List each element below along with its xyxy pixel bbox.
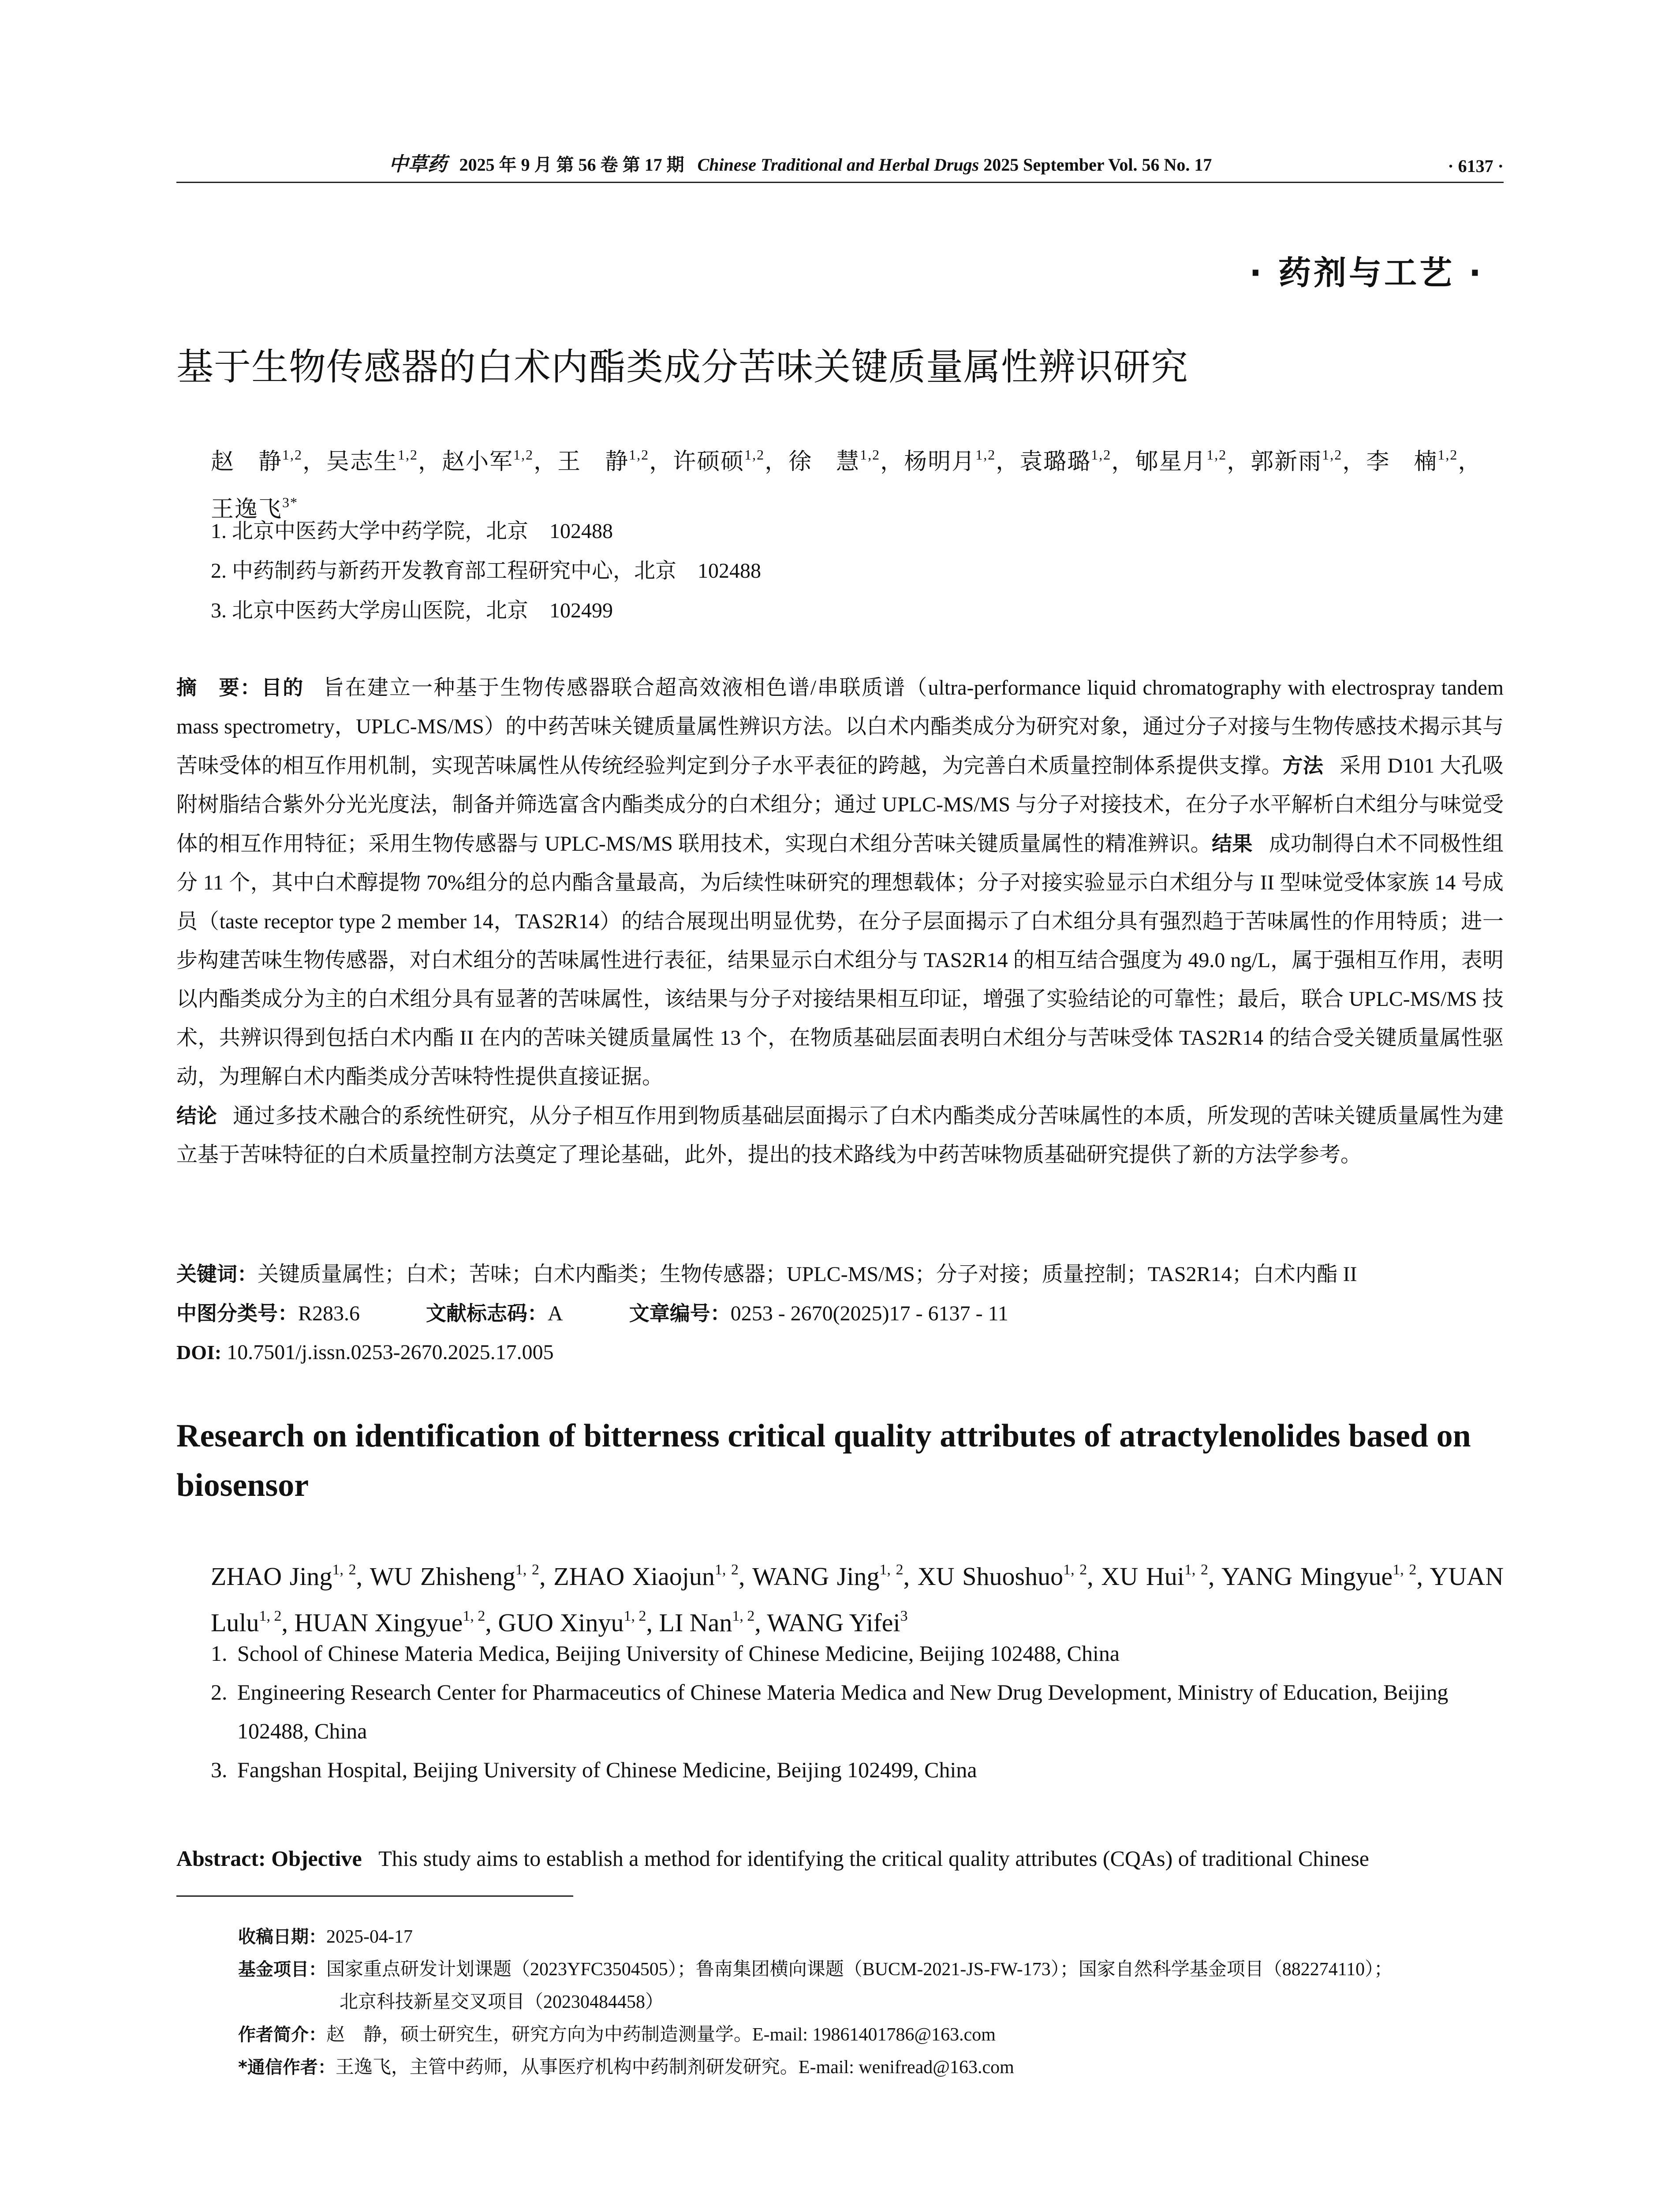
cn-author-affiliation-marker: 1,2: [629, 447, 650, 463]
doi: [176, 1333, 1504, 1372]
results-text: 成功制得白术不同极性组分 11 个，其中白术醇提物 70%组分的总内酯含量最高，为后续性味研究的理想载体；分子对接实验显示白术组分与 II 型味觉受体家族 14 号成员（taste receptor type 2 member 14，TAS2R14）的结合展现出明显优势，在分子层面揭示了白术组分具有强烈趋于苦味属性的作用特质；进一步构建苦味生物传感器，对白术组分的苦味属性进行表征，结果显示白术组分与 TAS2R14 的相互结合强度为 49.0 ng/L，属于强相互作用，表明以内酯类成分为主的白术组分具有显著的苦味属性，该结果与分子对接结果相互印证，增强了实验结论的可靠性；最后，联合 UPLC-MS/MS 技术，共辨识得到包括白术内酯 II 在内的苦味关键质量属性 13 个，在物质基础层面表明白术组分与苦味受体 TAS2R14 的结合受关键质量属性驱动，为理解白术内酯类成分苦味特性提供直接证据。: [176, 832, 1504, 1088]
methods-label: 方法: [1282, 754, 1324, 777]
en-author: [918, 1562, 1087, 1591]
received-value: 2025-04-17: [326, 1927, 413, 1947]
cn-author: [1251, 448, 1342, 475]
cn-author-name: 王 静: [557, 448, 629, 475]
affiliation-cn-2: 2. 中药制药与新药开发教育部工程研究中心，北京 102488: [211, 559, 762, 583]
cn-author-name: 郭新雨: [1251, 448, 1322, 475]
funding-label: 基金项目：: [238, 1959, 326, 1980]
authors-en: ZHAO Jing$^{1, 2}$, WU Zhisheng$^{1, 2}$, ZHAO Xiaojun$^{1, 2}$, WANG Jing$^{1, 2}$, XU Shuoshuo$^{1, 2}$, XU Hui$^{1, 2}$, YANG Mingyue$^{1, 2}$, YUAN Lulu$^{1, 2}$, HUAN Xingyue$^{1, 2}$, GUO Xinyu$^{1, 2}$, LI Nan$^{1, 2}$, WANG Yifei$^3$: [211, 1562, 1504, 1637]
received-label: 收稿日期：: [238, 1927, 326, 1947]
abstract-en: [176, 1839, 1504, 1878]
keywords: [176, 1255, 1504, 1294]
affiliation-cn-3: 3. 北京中医药大学房山医院，北京 102499: [211, 599, 613, 622]
affiliations-cn: [211, 512, 1504, 631]
funding-line-1: 国家重点研发计划课题（2023YFC3504505）；鲁南集团横向课题（BUCM-2021-JS-FW-173）；国家自然科学基金项目（882274110）；: [326, 1959, 1393, 1980]
affiliation-en-3-number: 3.: [211, 1757, 228, 1782]
en-author-name: XU Hui: [1101, 1562, 1184, 1591]
affiliation-en-2-number: 2.: [211, 1680, 228, 1704]
author-bio-text: 赵 静，硕士研究生，研究方向为中药制造测量学。E-mail: 19861401786@163.com: [326, 2025, 996, 2045]
cn-author: [442, 448, 534, 475]
cn-author: [788, 448, 880, 475]
cn-author-name: 袁璐璐: [1019, 448, 1091, 475]
en-author-affiliation-marker: 1, 2: [259, 1608, 282, 1624]
corresponding-author: [238, 2051, 1504, 2084]
cn-author-affiliation-marker: 1,2: [282, 447, 303, 463]
affiliation-en-3: [211, 1750, 1504, 1789]
affiliation-cn-1: 1. 北京中医药大学中药学院，北京 102488: [211, 519, 613, 543]
cn-author-affiliation-marker: 1,2: [1206, 447, 1227, 463]
footnote-divider: [176, 1895, 573, 1897]
abstract-en-text: This study aims to establish a method for identifying the critical quality attributes (CQAs) of traditional Chinese: [378, 1846, 1369, 1871]
cn-author-affiliation-marker: 1,2: [398, 447, 418, 463]
cn-author: [904, 448, 996, 475]
running-header-center: [176, 148, 1424, 176]
clc-value: R283.6: [298, 1302, 360, 1325]
en-author-name: WANG Yifei: [767, 1608, 900, 1637]
issue-en: 2025 September Vol. 56 No. 17: [983, 155, 1212, 175]
en-author-name: GUO Xinyu: [498, 1608, 624, 1637]
author-bio-label: 作者简介：: [238, 2025, 326, 2045]
doi-value: 10.7501/j.issn.0253-2670.2025.17.005: [227, 1341, 554, 1364]
en-author: [659, 1608, 755, 1637]
abstract-cn: [176, 668, 1504, 1174]
cn-author-name: 许硕硕: [673, 448, 745, 475]
cn-author-affiliation-marker: 1,2: [1437, 447, 1458, 463]
cn-author: [673, 448, 765, 475]
funding-continued: [238, 1986, 1504, 2018]
cn-author: [211, 448, 302, 475]
results-label: 结果: [1212, 832, 1253, 856]
corresponding-label: *通信作者：: [238, 2057, 336, 2078]
en-author: [553, 1562, 739, 1591]
received-date: [238, 1921, 1504, 1953]
en-author-name: WU Zhisheng: [370, 1562, 515, 1591]
en-author-name: ZHAO Jing: [211, 1562, 332, 1591]
cn-author-affiliation-marker: 1,2: [975, 447, 996, 463]
cn-author: [557, 448, 649, 475]
cn-author-affiliation-marker: 1,2: [744, 447, 765, 463]
cn-author-name: 杨明月: [904, 448, 976, 475]
abstract-en-label: Abstract: Objective: [176, 1846, 362, 1871]
keywords-text: 关键质量属性；白术；苦味；白术内酯类；生物传感器；UPLC-MS/MS；分子对接；质量控制；TAS2R14；白术内酯 II: [258, 1263, 1357, 1286]
objective-text: 旨在建立一种基于生物传感器联合超高效液相色谱/串联质谱（ultra-performance liquid chromatography with electrospray tandem mass spectrometry，UPLC-MS/MS）的中药苦味关键质量属性辨识方法。以白术内酯类成分为研究对象，通过分子对接与生物传感技术揭示其与苦味受体的相互作用机制，实现苦味属性从传统经验判定到分子水平表征的跨越，为完善白术质量控制体系提供支撑。: [176, 676, 1504, 777]
clc-label: 中图分类号：: [176, 1301, 298, 1325]
en-author: [1221, 1562, 1416, 1591]
cn-author-name: 郇星月: [1135, 448, 1207, 475]
en-author-affiliation-marker: 1, 2: [1393, 1562, 1417, 1578]
en-author: [767, 1608, 907, 1637]
en-author-affiliation-marker: 1, 2: [332, 1562, 356, 1578]
en-author: [370, 1562, 539, 1591]
en-author: [295, 1608, 485, 1637]
journal-logo-text: 中草药: [388, 153, 447, 175]
page-number: · 6137 ·: [1448, 156, 1504, 176]
journal-name-en: Chinese Traditional and Herbal Drugs: [697, 155, 979, 175]
cn-author-affiliation-marker: 1,2: [1091, 447, 1112, 463]
funding-line-2: 北京科技新星交叉项目（20230484458）: [340, 1992, 664, 2012]
keywords-label: 关键词：: [176, 1262, 258, 1286]
cn-author-name: 吴志生: [326, 448, 398, 475]
affiliations-en: [211, 1634, 1504, 1789]
cn-author-affiliation-marker: 1,2: [860, 447, 881, 463]
en-author: [752, 1562, 903, 1591]
cn-author-name: 赵小军: [442, 448, 514, 475]
affiliation-en-1-text: School of Chinese Materia Medica, Beijing University of Chinese Medicine, Beijing 102488, China: [237, 1641, 1120, 1666]
en-author-affiliation-marker: 1, 2: [623, 1608, 646, 1624]
title-en: Research on identification of bitterness critical quality attributes of atractylenolides based on biosensor: [176, 1418, 1471, 1503]
author-bio: [238, 2018, 1504, 2051]
footnotes: [238, 1921, 1504, 2084]
doi-label: DOI:: [176, 1341, 222, 1364]
abstract-cn-label: 摘 要：: [176, 676, 261, 699]
affiliation-en-3-text: Fangshan Hospital, Beijing University of Chinese Medicine, Beijing 102499, China: [237, 1757, 977, 1782]
en-author-affiliation-marker: 1, 2: [463, 1608, 485, 1624]
en-author-affiliation-marker: 1, 2: [1063, 1562, 1087, 1578]
issue-cn: 2025 年 9 月 第 56 卷 第 17 期: [459, 155, 684, 175]
funding: [238, 1953, 1504, 1986]
cn-author-affiliation-marker: 3*: [282, 494, 299, 510]
en-author: [498, 1608, 646, 1637]
en-author-name: YUAN Lulu: [211, 1562, 1504, 1637]
en-author-name: YANG Mingyue: [1221, 1562, 1393, 1591]
en-author-name: XU Shuoshuo: [917, 1562, 1064, 1591]
cn-author-name: 徐 慧: [788, 448, 860, 475]
cn-author: [1135, 448, 1227, 475]
en-author-affiliation-marker: 1, 2: [732, 1608, 755, 1624]
en-author: [211, 1562, 356, 1591]
en-author-name: HUAN Xingyue: [294, 1608, 463, 1637]
cn-author: [1366, 448, 1458, 475]
cn-author-affiliation-marker: 1,2: [513, 447, 534, 463]
doc-code-label: 文献标志码：: [426, 1301, 548, 1325]
methods-text: 采用 D101 大孔吸附树脂结合紫外分光光度法，制备并筛选富含内酯类成分的白术组分；通过 UPLC-MS/MS 与分子对接技术，在分子水平解析白术组分与味觉受体的相互作用特征；采用生物传感器与 UPLC-MS/MS 联用技术，实现白术组分苦味关键质量属性的精准辨识。: [176, 754, 1504, 856]
en-author: [1101, 1562, 1208, 1591]
article-metadata: [176, 1255, 1504, 1372]
conclusion-label: 结论: [176, 1104, 217, 1128]
authors-cn: 赵 静$^{1,2}$，吴志生$^{1,2}$，赵小军$^{1,2}$，王 静$^{1,2}$，许硕硕$^{1,2}$，徐 慧$^{1,2}$，杨明月$^{1,2}$，袁璐璐$^{1,2}$，郇星月$^{1,2}$，郭新雨$^{1,2}$，李 楠$^{1,2}$，王逸飞$^{3*}$: [211, 447, 1482, 523]
doc-code-value: A: [548, 1302, 563, 1325]
objective-label: 目的: [261, 676, 304, 699]
en-author-affiliation-marker: 1, 2: [714, 1562, 739, 1578]
affiliation-en-1: [211, 1634, 1504, 1673]
en-author-affiliation-marker: 1, 2: [515, 1562, 540, 1578]
en-author-affiliation-marker: 1, 2: [1184, 1562, 1209, 1578]
affiliation-en-1-number: 1.: [211, 1641, 228, 1666]
running-header: [176, 146, 1504, 183]
cn-author: [326, 448, 418, 475]
en-author-name: LI Nan: [659, 1608, 732, 1637]
title-cn: 基于生物传感器的白术内酯类成分苦味关键质量属性辨识研究: [176, 345, 1189, 389]
cn-author-name: 赵 静: [211, 448, 283, 475]
affiliation-en-2-text: Engineering Research Center for Pharmaceutics of Chinese Materia Medica and New Drug Development, Ministry of Education, Beijing 102488, China: [237, 1680, 1449, 1743]
article-no-label: 文章编号：: [629, 1301, 731, 1325]
cn-author-name: 李 楠: [1366, 448, 1438, 475]
en-author-name: WANG Jing: [752, 1562, 880, 1591]
en-author-affiliation-marker: 3: [900, 1608, 908, 1624]
article-no-value: 0253 - 2670(2025)17 - 6137 - 11: [730, 1302, 1008, 1325]
classification-row: [176, 1294, 1504, 1333]
en-author-affiliation-marker: 1, 2: [879, 1562, 903, 1578]
cn-author: [1019, 448, 1111, 475]
en-author-name: ZHAO Xiaojun: [553, 1562, 715, 1591]
cn-author-name: 王逸飞: [211, 496, 283, 523]
conclusion-text: 通过多技术融合的系统性研究，从分子相互作用到物质基础层面揭示了白术内酯类成分苦味属性的本质，所发现的苦味关键质量属性为建立基于苦味特征的白术质量控制方法奠定了理论基础，此外，提出的技术路线为中药苦味物质基础研究提供了新的方法学参考。: [176, 1104, 1504, 1166]
section-tag: · 药剂与工艺 ·: [1249, 254, 1484, 292]
affiliation-en-2: [211, 1673, 1504, 1750]
cn-author-affiliation-marker: 1,2: [1322, 447, 1343, 463]
corresponding-text: 王逸飞，主管中药师，从事医疗机构中药制剂研发研究。E-mail: wenifread@163.com: [335, 2057, 1014, 2078]
